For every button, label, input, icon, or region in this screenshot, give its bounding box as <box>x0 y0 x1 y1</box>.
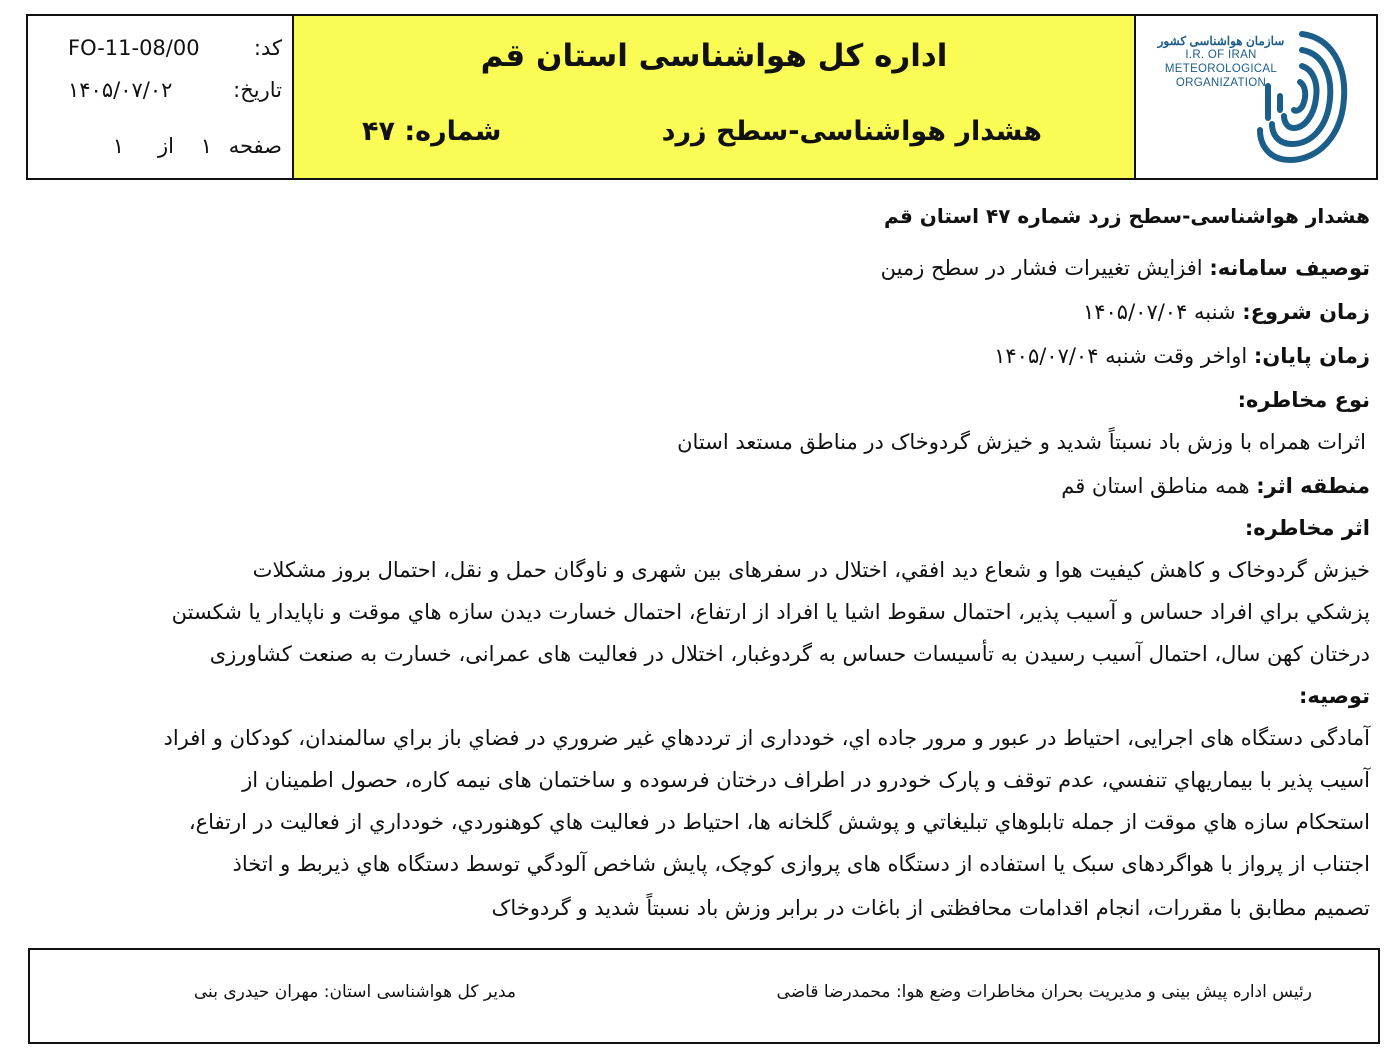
date-label: تاریخ: <box>233 78 282 102</box>
start-row <box>1083 300 1370 324</box>
document-header <box>26 14 1378 180</box>
impact-line: درختان کهن سال، احتمال آسیب رسیدن به تأسیسات حساس به گردوغبار، اختلال در فعالیت های عمرانی، خسارت به صنعت کشاورزی <box>209 642 1370 666</box>
signature-footer <box>28 948 1380 1044</box>
date-row <box>28 72 292 108</box>
system-label: توصیف سامانه: <box>1209 256 1370 280</box>
impact-line: پزشکي براي افراد حساس و آسیب پذير، احتمال سقوط اشیا یا افراد از ارتفاع، احتمال خسارت دیدن سازه هاي موقت و ناپایدار یا شکستن <box>171 600 1370 624</box>
forecast-head-signature <box>777 982 1312 1002</box>
page-row <box>28 128 292 164</box>
hazard-type-label: نوع مخاطره: <box>1237 388 1370 412</box>
logo-fa-text: سازمان هواشناسی کشور <box>1157 34 1285 48</box>
page-of: از <box>158 134 174 158</box>
forecast-head-label: رئیس اداره پیش بینی و مدیریت بحران مخاطرات وضع هوا: <box>895 982 1312 1002</box>
area-value: همه مناطق استان قم <box>1061 474 1250 498</box>
system-row <box>881 256 1370 280</box>
hazard-type-value: اثرات همراه با وزش باد نسبتاً شدید و خیزش گردوخاک در مناطق مستعد استان <box>677 430 1366 454</box>
end-row <box>994 344 1370 368</box>
advice-line: تصمیم مطابق با مقررات، انجام اقدامات محافظتی از باغات در برابر وزش باد نسبتاً شدید و گردوخاک <box>491 896 1370 920</box>
system-value: افزایش تغییرات فشار در سطح زمین <box>880 256 1203 280</box>
code-value: FO-11-08/00 <box>68 36 200 60</box>
document-meta <box>28 16 294 178</box>
logo-en-line3: ORGANIZATION <box>1175 77 1267 89</box>
director-signature <box>194 982 516 1002</box>
date-value: ۱۴۰۵/۰۷/۰۲ <box>68 78 173 102</box>
advice-line: آسیب پذیر با بیماریهاي تنفسي، عدم توقف و پارک خودرو در اطراف درختان فرسوده و ساختمان های نیمه کاره، حصول اطمینان از <box>242 768 1370 792</box>
warning-number: شماره: ۴۷ <box>362 116 502 147</box>
page-current: ۱ <box>200 134 212 158</box>
logo-en-line2: METEOROLOGICAL <box>1164 63 1278 75</box>
forecast-head-name: محمدرضا قاضی <box>776 982 891 1002</box>
main-title: اداره کل هواشناسی استان قم <box>480 38 948 74</box>
warning-heading: هشدار هواشناسی-سطح زرد شماره ۴۷ استان قم <box>884 204 1370 228</box>
warning-level-title: هشدار هواشناسی-سطح زرد <box>661 116 1042 147</box>
logo-box <box>1134 16 1376 178</box>
code-label: کد: <box>253 36 282 60</box>
impact-line: خیزش گردوخاک و کاهش کیفیت هوا و شعاع دید افقي، اختلال در سفرهای بین شهری و ناوگان حمل و نقل، احتمال بروز مشکلات <box>252 558 1370 582</box>
advice-line: آمادگی دستگاه های اجرایی، احتیاط در عبور و مرور جاده اي، خودداری از ترددهاي غیر ضروري در فضاي باز براي سالمندان، کودکان و افراد <box>163 726 1370 750</box>
advice-line: استحکام سازه هاي موقت از جمله تابلوهاي تبلیغاتي و پوشش گلخانه ها، احتیاط در فعالیت هاي کوهنوردي، خودداري از فعالیت در ارتفاع، <box>188 810 1370 834</box>
start-label: زمان شروع: <box>1242 300 1370 324</box>
title-box <box>294 16 1134 178</box>
page-label: صفحه <box>228 134 282 158</box>
area-label: منطقه اثر: <box>1256 474 1370 498</box>
area-row <box>1061 474 1370 498</box>
director-name: مهران حیدری بنی <box>193 982 319 1002</box>
director-label: مدیر کل هواشناسی استان: <box>323 982 516 1002</box>
end-value: اواخر وقت شنبه ۱۴۰۵/۰۷/۰۴ <box>994 344 1248 368</box>
end-label: زمان پایان: <box>1253 344 1370 368</box>
code-row <box>28 30 292 66</box>
advice-line: اجتناب از پرواز با هواگردهای سبک یا استفاده از دستگاه های پروازی کوچک، پایش شاخص آلودگي توسط دستگاه هاي ذیربط و اتخاذ <box>232 852 1370 876</box>
logo-en-line1: I.R. OF IRAN <box>1185 49 1257 61</box>
meteorological-organization-logo-icon <box>1254 26 1350 168</box>
advice-label: توصیه: <box>1298 684 1370 708</box>
start-value: شنبه ۱۴۰۵/۰۷/۰۴ <box>1082 300 1236 324</box>
page-total: ۱ <box>112 134 124 158</box>
impact-label: اثر مخاطره: <box>1244 516 1370 540</box>
